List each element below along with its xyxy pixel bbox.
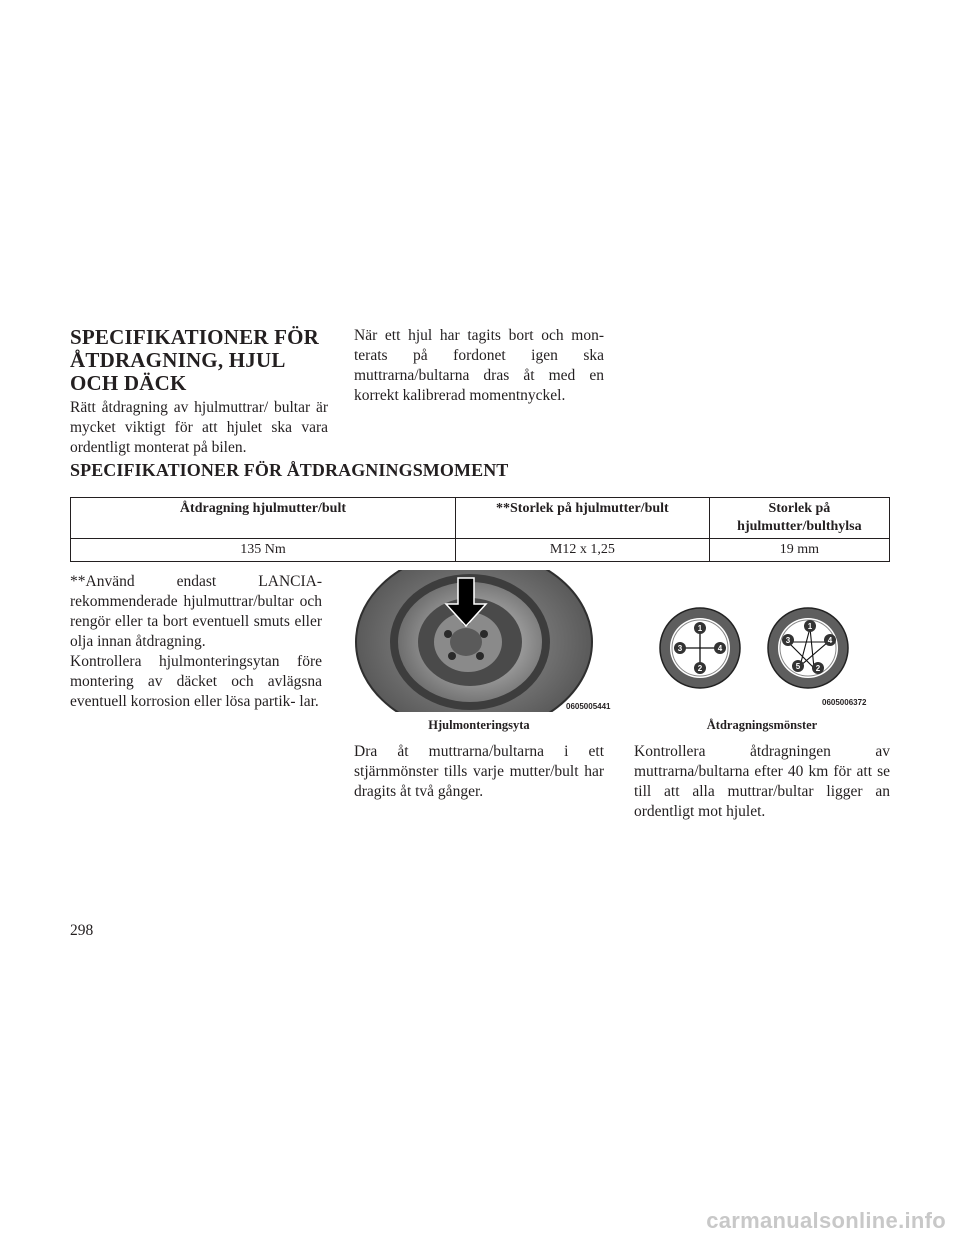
figure-caption-1: Hjulmonteringsyta [428,718,530,732]
lug-label: 2 [697,664,703,673]
section-title-line-2: ÅTDRAGNING, HJUL [70,348,286,372]
intro-paragraph: Rätt åtdragning av hjulmuttrar/ bultar är mycket viktigt för att hjulet ska vara ordentligt monterat på bilen. [70,399,328,456]
surface-check-note: Kontrollera hjulmonteringsytan före montering av däcket och avlägsna eventuell korrosion eller lösa partik- lar. [70,653,322,710]
watermark: carmanualsonline.info [706,1208,946,1233]
wheel-hub-illustration [354,570,604,712]
table-header-row [71,498,890,539]
lug-label: 4 [827,636,833,645]
lancia-note: **Använd endast LANCIA- rekommenderade hjulmuttrar/bultar och rengör eller ta bort eventuell smuts eller olja innan åtdragning. [70,573,322,650]
section-title [70,326,340,395]
table-row [71,539,890,562]
lug-label: 1 [697,624,703,633]
lug-label: 2 [815,664,821,673]
lug-label: 3 [785,636,791,645]
table-cell-nut-size: M12 x 1,25 [455,539,709,562]
remount-paragraph: När ett hjul har tagits bort och mon- terats på fordonet igen ska muttrarna/bultarna dras åt med en korrekt kalibrerad momentnyckel. [354,327,604,404]
tightening-pattern-figure [634,570,890,712]
table-title: SPECIFIKATIONER FÖR ÅTDRAGNINGSMOMENT [70,460,509,480]
section-title-line-1: SPECIFIKATIONER FÖR [70,325,320,349]
figure-caption-2: Åtdragningsmönster [706,718,818,732]
figure-code-2: 0605006372 [822,698,867,707]
page-number: 298 [70,922,94,939]
table-cell-torque: 135 Nm [71,539,456,562]
table-header-socket-size: Storlek på hjulmutter/bulthylsa [709,498,889,539]
tightening-pattern-illustration [634,570,890,712]
figure-code-1: 0605005441 [566,702,611,711]
recheck-instruction: Kontrollera åtdragningen av muttrarna/bultarna efter 40 km för att se till att alla muttrar/bultar ligger an ordentligt mot hjulet. [634,743,890,820]
torque-spec-table [70,497,890,562]
star-pattern-instruction: Dra åt muttrarna/bultarna i ett stjärnmönster tills varje mutter/bult har dragits åt två gånger. [354,743,604,800]
section-title-line-3: OCH DÄCK [70,371,187,395]
lug-label: 3 [677,644,683,653]
lug-label: 5 [795,662,801,671]
lug-label: 1 [807,622,813,631]
table-header-nut-size: **Storlek på hjulmutter/bult [455,498,709,539]
table-cell-socket-size: 19 mm [709,539,889,562]
lug-label: 4 [717,644,723,653]
table-header-torque: Åtdragning hjulmutter/bult [71,498,456,539]
wheel-mounting-figure [354,570,611,712]
